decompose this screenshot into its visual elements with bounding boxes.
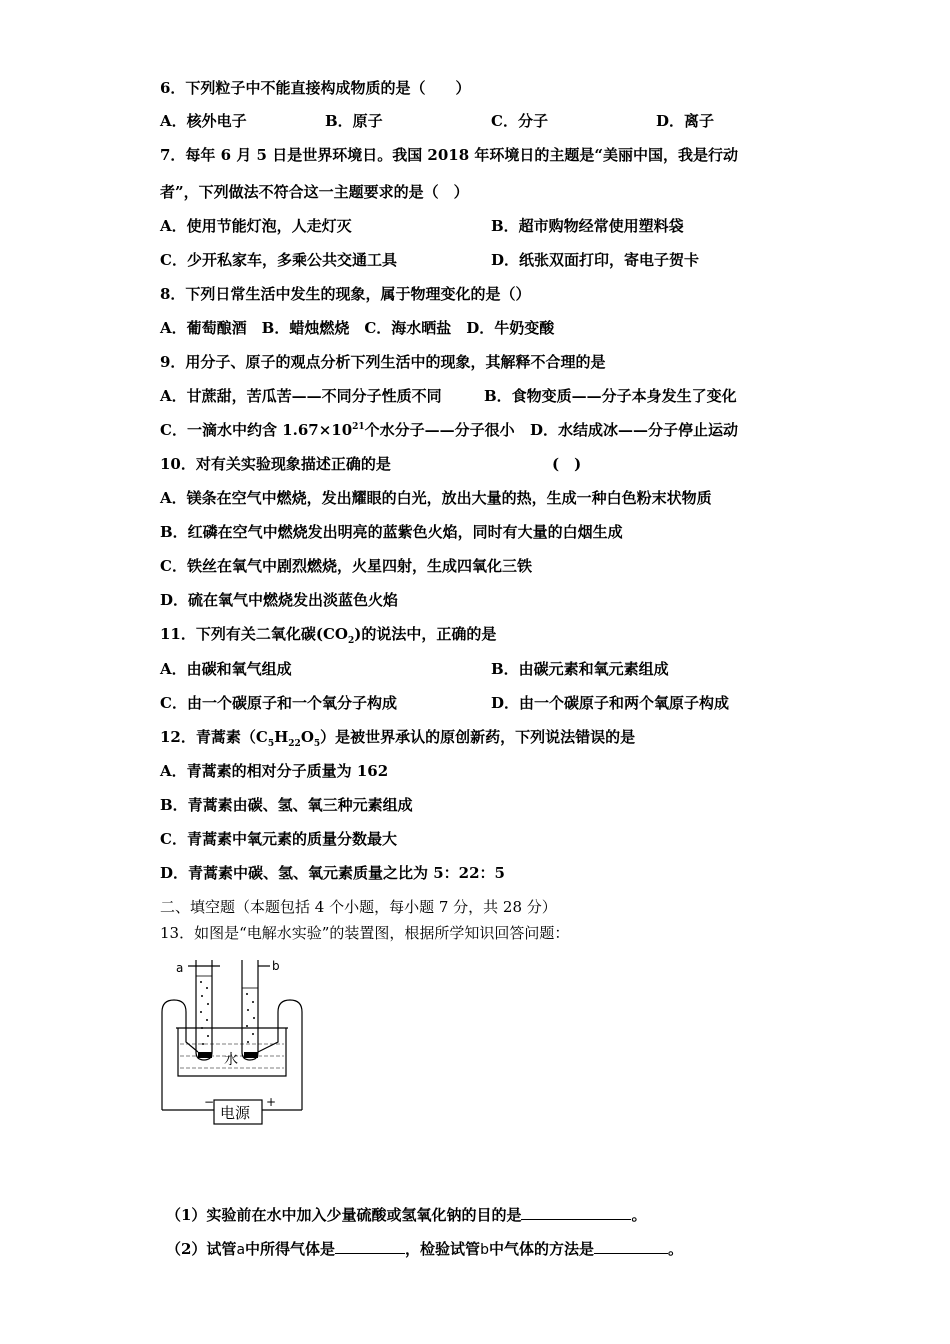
q13-sub2-pre: （2）试管 <box>166 1240 237 1258</box>
q8-options: A．葡萄酿酒 B．蜡烛燃烧 C．海水晒盐 D．牛奶变酸 <box>160 319 555 337</box>
q12-stem <box>160 727 635 747</box>
q8-stem: 8．下列日常生活中发生的现象，属于物理变化的是（） <box>160 285 531 303</box>
q13-sub1-pre: （1）实验前在水中加入少量硫酸或氢氧化钠的目的是 <box>166 1206 522 1224</box>
q13-sub1-post: 。 <box>631 1206 647 1224</box>
q12-option-a: A．青蒿素的相对分子质量为 162 <box>160 762 389 780</box>
label-power: 电源 <box>220 1104 251 1122</box>
q11-stem-post: )的说法中，正确的是 <box>354 625 497 643</box>
q13-sub1 <box>166 1205 646 1225</box>
q9-option-c-exponent: 21 <box>352 422 365 432</box>
q11-option-a: A．由碳和氧气组成 <box>160 660 292 678</box>
q13-sub2-mid3: 中气体的方法是 <box>488 1240 594 1258</box>
q11-option-b: B．由碳元素和氧元素组成 <box>491 660 669 678</box>
q12-option-c: C．青蒿素中氧元素的质量分数最大 <box>160 830 397 848</box>
q13-sub2-post: 。 <box>667 1240 683 1258</box>
q13-sub2-b: b <box>480 1242 489 1258</box>
q7-option-c: C．少开私家车，多乘公共交通工具 <box>160 251 397 269</box>
q12-option-b: B．青蒿素由碳、氢、氧三种元素组成 <box>160 796 413 814</box>
q13-sub2-mid: 中所得气体是 <box>245 1240 336 1258</box>
q7-stem-line1: 7．每年 6 月 5 日是世界环境日。我国 2018 年环境日的主题是“美丽中国，我是行动 <box>160 146 739 164</box>
beaker <box>176 1028 288 1076</box>
q12-o: O <box>300 728 314 746</box>
q12-sub-h: 22 <box>288 739 301 749</box>
q9-option-c-pre: C．一滴水中约含 1.67×10 <box>160 421 353 439</box>
q12-h: H <box>274 728 289 746</box>
wire-right <box>258 1000 302 1110</box>
q9-stem: 9．用分子、原子的观点分析下列生活中的现象，其解释不合理的是 <box>160 353 606 371</box>
q9-option-b: B．食物变质——分子本身发生了变化 <box>484 387 737 405</box>
wire-left <box>162 1000 198 1110</box>
q10-option-a: A．镁条在空气中燃烧，发出耀眼的白光，放出大量的热，生成一种白色粉末状物质 <box>160 489 712 507</box>
q10-option-b: B．红磷在空气中燃烧发出明亮的蓝紫色火焰，同时有大量的白烟生成 <box>160 523 623 541</box>
q12-option-d: D．青蒿素中碳、氢、氧元素质量之比为 5：22：5 <box>160 864 505 882</box>
electrode-a <box>198 1052 212 1058</box>
test-tube-a <box>188 960 220 1060</box>
q6-option-d: D．离子 <box>656 112 715 130</box>
electrolysis-diagram <box>158 952 308 1132</box>
label-water: 水 <box>224 1052 238 1068</box>
q6-stem: 6．下列粒子中不能直接构成物质的是（ ） <box>160 79 471 97</box>
section2-title: 二、填空题（本题包括 4 个小题，每小题 7 分，共 28 分） <box>160 898 557 916</box>
q7-option-a: A．使用节能灯泡，人走灯灭 <box>160 217 352 235</box>
q10-option-d: D．硫在氧气中燃烧发出淡蓝色火焰 <box>160 591 399 609</box>
q13-sub2-blank2[interactable] <box>594 1239 668 1254</box>
q13-stem: 13．如图是“电解水实验”的装置图，根据所学知识回答问题： <box>160 924 570 942</box>
q11-option-c: C．由一个碳原子和一个氧分子构成 <box>160 694 397 712</box>
q10-answer-paren: ( ) <box>552 455 582 473</box>
q11-stem-pre: 11．下列有关二氧化碳(CO <box>160 625 348 643</box>
q12-stem-pre: 12．青蒿素（C <box>160 728 268 746</box>
label-plus: + <box>266 1095 277 1109</box>
electrode-b <box>244 1052 258 1058</box>
q13-sub2-a: a <box>236 1242 246 1258</box>
q11-stem-subscript: 2 <box>347 636 355 646</box>
q10-option-c: C．铁丝在氧气中剧烈燃烧，火星四射，生成四氧化三铁 <box>160 557 532 575</box>
q9-option-d: D．水结成冰——分子停止运动 <box>530 421 739 439</box>
q6-option-b: B．原子 <box>325 112 383 130</box>
q12-sub-c: 5 <box>267 739 275 749</box>
label-a: a <box>176 961 184 975</box>
q9-option-c <box>160 420 515 440</box>
label-b: b <box>272 959 280 973</box>
q12-sub-o: 5 <box>313 739 321 749</box>
q10-stem: 10．对有关实验现象描述正确的是 <box>160 455 391 473</box>
label-minus: − <box>204 1095 215 1109</box>
q7-option-d: D．纸张双面打印，寄电子贺卡 <box>491 251 700 269</box>
q6-option-a: A．核外电子 <box>160 112 247 130</box>
q7-stem-line2: 者”，下列做法不符合这一主题要求的是（ ） <box>160 183 469 201</box>
test-tube-b <box>242 960 270 1060</box>
q13-sub2-mid2: ，检验试管 <box>405 1240 481 1258</box>
q13-sub1-blank[interactable] <box>521 1205 631 1220</box>
q11-stem <box>160 624 496 644</box>
q6-option-c: C．分子 <box>491 112 548 130</box>
q9-option-c-post: 个水分子——分子很小 <box>364 421 515 439</box>
q9-option-a: A．甘蔗甜，苦瓜苦——不同分子性质不同 <box>160 387 442 405</box>
q7-option-b: B．超市购物经常使用塑料袋 <box>491 217 684 235</box>
q11-option-d: D．由一个碳原子和两个氧原子构成 <box>491 694 730 712</box>
q12-stem-post: ）是被世界承认的原创新药，下列说法错误的是 <box>320 728 636 746</box>
q13-sub2-blank1[interactable] <box>335 1239 405 1254</box>
q13-sub2 <box>166 1239 683 1260</box>
